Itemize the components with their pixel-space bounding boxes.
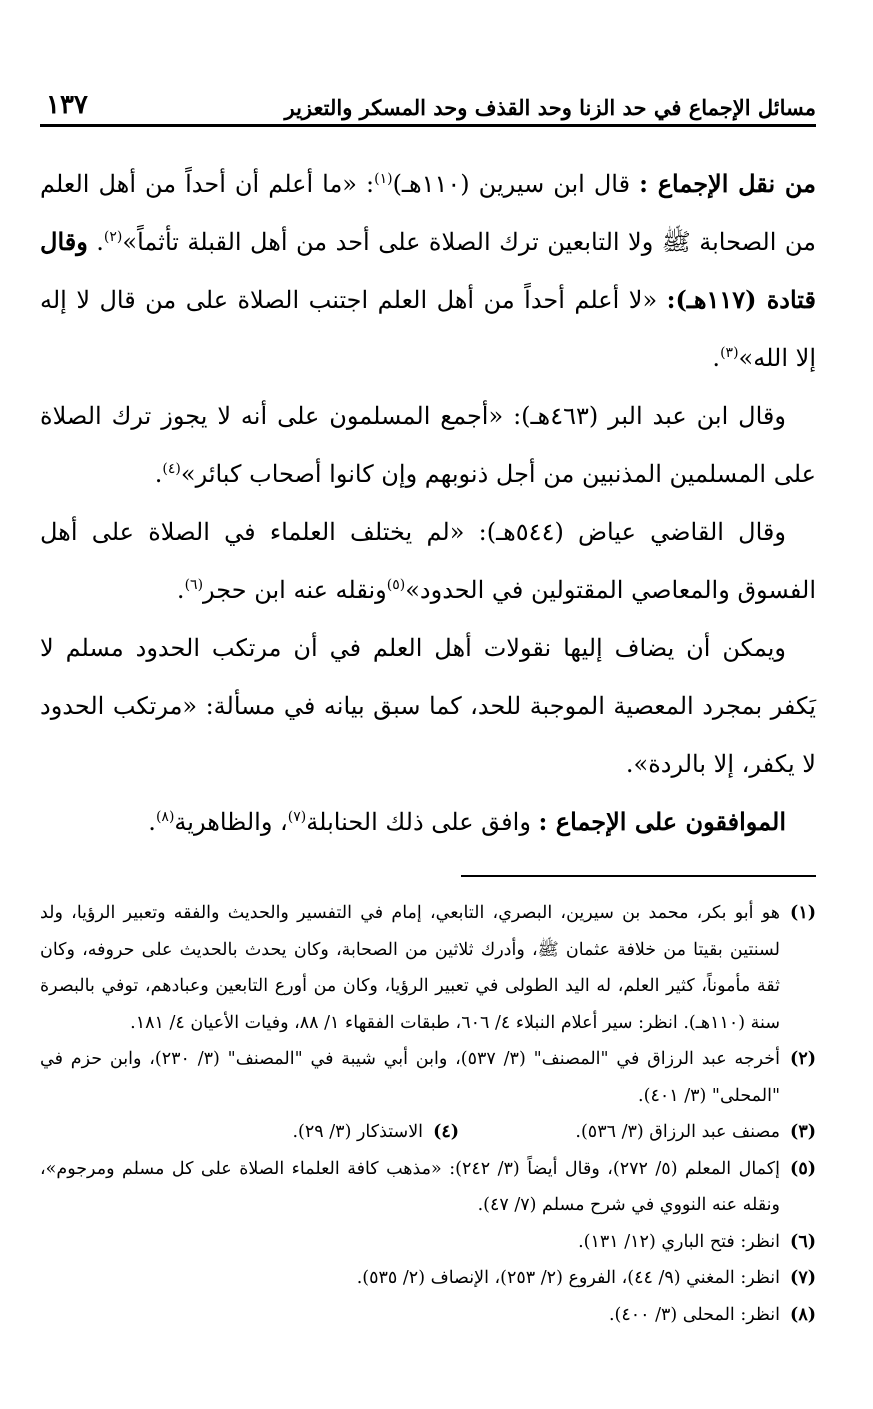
footnote-number: (٨) <box>790 1304 816 1325</box>
footnote-2 <box>40 1041 816 1114</box>
footnote-ref-5[interactable]: (٥) <box>386 577 406 593</box>
footnote-7 <box>40 1260 816 1297</box>
p3-text-a: وقال القاضي عياض (٥٤٤هـ): «لم يختلف العلماء في الصلاة على أهل الفسوق والمعاصي المقتولين في الحدود» <box>40 518 816 604</box>
footnote-text: انظر: المغني (٩/ ٤٤)، الفروع (٢/ ٢٥٣)، الإنصاف (٢/ ٥٣٥). <box>356 1268 780 1288</box>
p2-end: . <box>154 460 163 488</box>
footnote-ref-4[interactable]: (٤) <box>162 461 181 477</box>
section-label-transmitters: من نقل الإجماع : <box>639 169 816 198</box>
section-label-agreeing: الموافقون على الإجماع : <box>538 807 786 836</box>
footnote-3 <box>459 1114 816 1151</box>
paragraph-consensus-transmitters <box>40 155 816 387</box>
footnote-ref-6[interactable]: (٦) <box>184 577 204 593</box>
page <box>40 70 816 1333</box>
footnote-number: (٣) <box>790 1122 816 1142</box>
p1-text-b: : «ما أعلم أن أحداً من أهل العلم من الصحابة ﷺ ولا التابعين ترك الصلاة على أحد من أهل القبلة تأثماً» <box>40 170 816 256</box>
p1-text-c: . <box>87 228 104 256</box>
footnote-number: (٢) <box>790 1049 816 1069</box>
p1-qatada-label: وقال قتادة (١١٧هـ): <box>40 227 817 314</box>
footnote-8 <box>40 1297 816 1334</box>
footnotes <box>40 895 816 1333</box>
footnote-separator <box>461 875 816 877</box>
footnote-6 <box>40 1224 816 1261</box>
footnote-row-3-4 <box>40 1114 816 1151</box>
footnote-1 <box>40 895 816 1041</box>
footnote-number: (٧) <box>790 1268 816 1288</box>
footnote-number: (٦) <box>790 1231 816 1252</box>
page-number: ١٣٧ <box>46 90 88 120</box>
footnote-number: (١) <box>790 903 816 923</box>
paragraph-additional-quotes <box>40 619 816 793</box>
main-text <box>40 155 816 851</box>
p3-text-b: ونقله عنه ابن حجر <box>203 576 387 604</box>
footnote-ref-7[interactable]: (٧) <box>287 809 307 825</box>
footnote-text: انظر: فتح الباري (١٢/ ١٣١). <box>578 1231 780 1252</box>
footnote-ref-2[interactable]: (٢) <box>103 229 123 245</box>
p1-text-d: «لا أعلم أحداً من أهل العلم اجتنب الصلاة على من قال لا إله إلا الله» <box>40 286 816 372</box>
footnote-text: مصنف عبد الرزاق (٣/ ٥٣٦). <box>575 1122 780 1142</box>
footnote-ref-3[interactable]: (٣) <box>720 345 739 361</box>
footnote-text: إكمال المعلم (٥/ ٢٧٢)، وقال أيضاً (٣/ ٢٤٢): «مذهب كافة العلماء الصلاة على كل مسلم ومرجوم»، ونقله عنه النووي في شرح مسلم (٧/ ٤٧). <box>40 1158 780 1215</box>
running-header <box>40 70 816 127</box>
p5-end: . <box>148 808 156 836</box>
footnote-text: انظر: المحلى (٣/ ٤٠٠). <box>608 1304 780 1325</box>
p1-text-e: . <box>712 344 721 372</box>
footnote-4 <box>102 1114 459 1151</box>
paragraph-ibn-abd-albarr <box>40 387 816 503</box>
paragraph-agreeing-schools <box>40 793 816 851</box>
p5-text-a: وافق على ذلك الحنابلة <box>306 808 539 836</box>
footnote-text: الاستذكار (٣/ ٢٩). <box>292 1122 424 1142</box>
footnote-ref-1[interactable]: (١) <box>374 171 393 187</box>
footnote-text: أخرجه عبد الرزاق في "المصنف" (٣/ ٥٣٧)، وابن أبي شيبة في "المصنف" (٣/ ٢٣٠)، وابن حزم في "المحلى" (٣/ ٤٠١). <box>40 1049 780 1106</box>
p5-text-b: ، والظاهرية <box>174 808 288 836</box>
p4-text: ويمكن أن يضاف إليها نقولات أهل العلم في أن مرتكب الحدود مسلم لا يَكفر بمجرد المعصية الموجبة للحد، كما سبق بيانه في مسألة: «مرتكب الحدود لا يكفر، إلا بالردة». <box>40 634 816 778</box>
footnote-5 <box>40 1151 816 1224</box>
footnote-ref-8[interactable]: (٨) <box>155 809 175 825</box>
p3-end: . <box>176 576 185 604</box>
paragraph-qadi-iyad <box>40 503 816 619</box>
p2-text: وقال ابن عبد البر (٤٦٣هـ): «أجمع المسلمون على أنه لا يجوز ترك الصلاة على المسلمين المذنبين من أجل ذنوبهم وإن كانوا أصحاب كبائر» <box>40 402 816 488</box>
footnote-text: هو أبو بكر، محمد بن سيرين، البصري، التابعي، إمام في التفسير والحديث والفقه وتعبير الرؤيا، ولد لسنتين بقيتا من خلافة عثمان ﷺ، وأدرك ثلاثين من الصحابة، وكان يحدث بالحديث على حروفه، وكان ثقة مأموناً، كثير العلم، له اليد الطولى في تعبير الرؤيا، وكان من أورع التابعين وعبادهم، توفي بالبصرة سنة (١١٠هـ). انظر: سير أعلام النبلاء ٤/ ٦٠٦، طبقات الفقهاء ١/ ٨٨، وفيات الأعيان ٤/ ١٨١. <box>40 903 780 1033</box>
footnote-number: (٤) <box>433 1122 460 1142</box>
footnote-number: (٥) <box>790 1158 816 1179</box>
header-title: مسائل الإجماع في حد الزنا وحد القذف وحد المسكر والتعزير <box>284 95 816 120</box>
p1-text-a: قال ابن سيرين (١١٠هـ) <box>392 170 640 198</box>
